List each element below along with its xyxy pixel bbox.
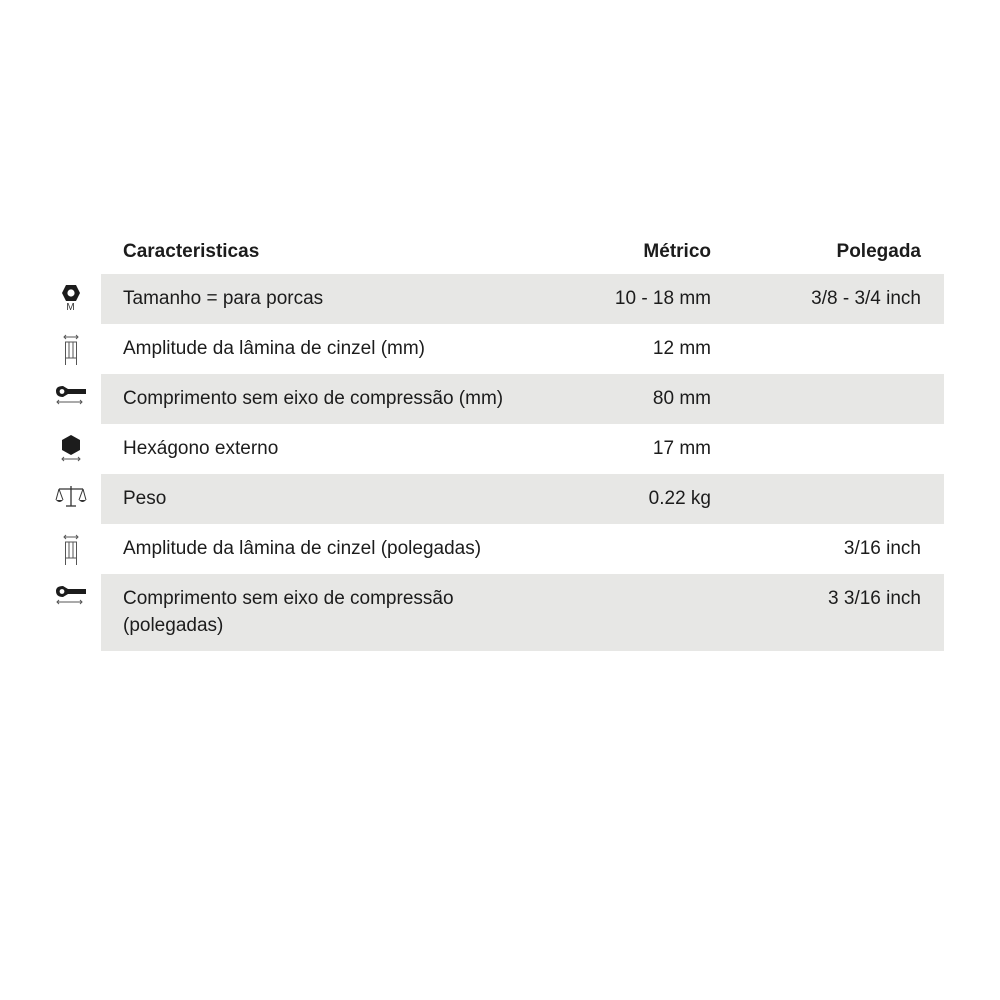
weight-scale-icon [55, 484, 87, 508]
external-hexagon-icon [60, 434, 82, 462]
metric-value: 12 mm [652, 338, 711, 359]
metric-value [523, 585, 711, 639]
chisel-blade-width-icon [61, 334, 81, 366]
metric-size-label: M [66, 302, 75, 313]
inch-value: 3 3/16 inch [828, 588, 921, 609]
inch-value [711, 385, 921, 412]
feature-label: Amplitude da lâmina de cinzel (mm) [123, 338, 426, 359]
inch-value [711, 435, 921, 462]
metric-value: 80 mm [652, 388, 711, 409]
metric-value: 10 - 18 mm [614, 288, 711, 309]
inch-value [711, 335, 921, 362]
metric-value [523, 535, 711, 562]
nut-size-icon [61, 284, 81, 314]
header-metric: Métrico [643, 240, 711, 262]
header-features: Caracteristicas [123, 240, 260, 262]
metric-value: 17 mm [652, 438, 711, 459]
table-row [40, 274, 944, 324]
chisel-blade-width-icon [61, 534, 81, 566]
metric-value: 0.22 kg [648, 488, 711, 509]
compression-length-icon [54, 384, 88, 406]
table-header [40, 228, 944, 274]
spec-table [40, 228, 944, 651]
table-row [40, 524, 944, 574]
inch-value: 3/8 - 3/4 inch [811, 288, 921, 309]
table-row [40, 324, 944, 374]
table-row [40, 424, 944, 474]
table-row [40, 574, 944, 651]
inch-value: 3/16 inch [843, 538, 921, 559]
header-inch: Polegada [836, 240, 921, 262]
feature-label: Peso [123, 488, 167, 509]
table-row [40, 374, 944, 424]
table-row [40, 474, 944, 524]
feature-label: Hexágono externo [123, 438, 279, 459]
feature-label: Amplitude da lâmina de cinzel (polegadas) [123, 538, 482, 559]
feature-label: Comprimento sem eixo de compressão (polegadas) [123, 588, 454, 636]
feature-label: Tamanho = para porcas [123, 288, 324, 309]
inch-value [711, 485, 921, 512]
compression-length-icon [54, 584, 88, 606]
feature-label: Comprimento sem eixo de compressão (mm) [123, 388, 504, 409]
